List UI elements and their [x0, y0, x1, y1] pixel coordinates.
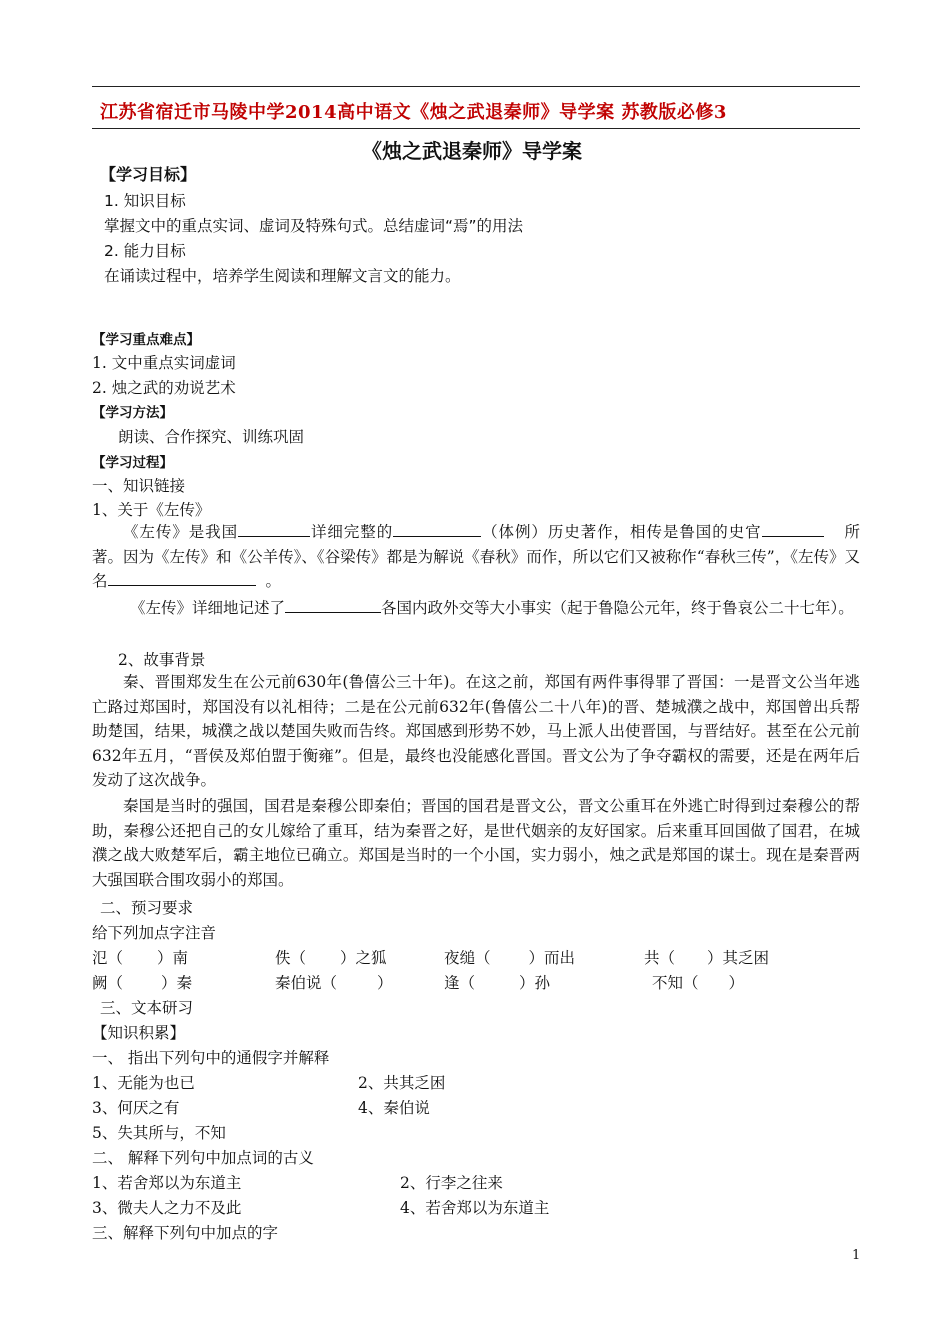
header-title: 江苏省宿迁市马陵中学2014高中语文《烛之武退秦师》导学案 苏教版必修3 — [100, 102, 727, 123]
pinyin-heading: 给下列加点字注音 — [92, 924, 217, 942]
question-1-item: 4、秦伯说 — [358, 1099, 430, 1117]
method-heading: 【学习方法】 — [92, 405, 173, 421]
fill-blank[interactable] — [108, 571, 256, 586]
fill-blank[interactable] — [238, 522, 310, 537]
goal-2-text: 在诵读过程中，培养学生阅读和理解文言文的能力。 — [104, 267, 461, 285]
goals-heading: 【学习目标】 — [100, 165, 197, 184]
focus-heading: 【学习重点难点】 — [92, 332, 200, 348]
fill-blank[interactable] — [762, 522, 824, 537]
question-2-heading: 二、 解释下列句中加点词的古义 — [92, 1149, 314, 1167]
part-3-title: 三、文本研习 — [100, 999, 194, 1017]
pinyin-item: 阙（ ）秦 — [92, 974, 193, 992]
question-2-item: 2、行李之往来 — [400, 1174, 503, 1192]
part-1-title: 一、知识链接 — [92, 477, 186, 495]
story-background-title: 2、故事背景 — [118, 651, 206, 669]
header-top-rule — [92, 86, 860, 87]
question-1-item: 2、共其乏困 — [358, 1074, 446, 1092]
question-1-heading: 一、 指出下列句中的通假字并解释 — [92, 1049, 330, 1067]
zuozhuan-paragraph-2: 《左传》详细地记述了 各国内政外交等大小事实（起于鲁隐公元年，终于鲁哀公二十七年）。 — [130, 599, 854, 617]
method-text: 朗读、合作探究、训练巩固 — [118, 428, 305, 446]
question-2-item: 4、若舍郑以为东道主 — [400, 1199, 550, 1217]
pinyin-item: 不知（ ） — [652, 974, 745, 992]
goal-1-label: 1. 知识目标 — [104, 192, 186, 210]
question-1-item: 3、何厌之有 — [92, 1099, 180, 1117]
knowledge-heading: 【知识积累】 — [92, 1024, 186, 1042]
fill-blank[interactable] — [393, 522, 481, 537]
fill-blank[interactable] — [285, 598, 381, 613]
about-zuozhuan: 1、关于《左传》 — [92, 501, 211, 519]
process-heading: 【学习过程】 — [92, 455, 173, 471]
question-2-item: 3、微夫人之力不及此 — [92, 1199, 242, 1217]
story-paragraph-1: 秦、晋围郑发生在公元前630年(鲁僖公三十年)。在这之前，郑国有两件事得罪了晋国：一是晋文公当年逃亡路过郑国时，郑国没有以礼相待；二是在公元前632年(鲁僖公二十八年)的晋、楚城濮之战中，郑国曾出兵帮助楚国，结果，城濮之战以楚国失败而告终。郑国感到形势不妙，马上派人出使晋国，与晋结好。甚至在公元前632年五月，“晋侯及郑伯盟于衡雍”。但是，最终也没能感化晋国。晋文公为了争夺霸权的需要，还是在两年后发动了这次战争。 — [92, 673, 860, 789]
goal-2-label: 2. 能力目标 — [104, 242, 186, 260]
document-title: 《烛之武退秦师》导学案 — [362, 139, 582, 163]
pinyin-item: 逢（ ）孙 — [444, 974, 551, 992]
pinyin-item: 佚（ ）之狐 — [275, 949, 387, 967]
question-1-item: 1、无能为也已 — [92, 1074, 195, 1092]
page-number: 1 — [852, 1248, 861, 1263]
part-2-title: 二、预习要求 — [100, 899, 194, 917]
header-bottom-rule — [92, 128, 860, 129]
question-3-heading: 三、解释下列句中加点的字 — [92, 1224, 279, 1242]
pinyin-item: 夜缒（ ）而出 — [444, 949, 576, 967]
pinyin-item: 共（ ）其乏困 — [644, 949, 770, 967]
question-2-item: 1、若舍郑以为东道主 — [92, 1174, 242, 1192]
pinyin-item: 氾（ ）南 — [92, 949, 189, 967]
goal-1-text: 掌握文中的重点实词、虚词及特殊句式。总结虚词“焉”的用法 — [104, 217, 524, 235]
story-paragraph-2: 秦国是当时的强国，国君是秦穆公即秦伯；晋国的国君是晋文公，晋文公重耳在外逃亡时得到过秦穆公的帮助，秦穆公还把自己的女儿嫁给了重耳，结为秦晋之好，是世代姻亲的友好国家。后来重耳回国做了国君，在城濮之战大败楚军后，霸主地位已确立。郑国是当时的一个小国，实力弱小，烛之武是郑国的谋士。现在是秦晋两大强国联合围攻弱小的郑国。 — [92, 797, 860, 889]
focus-item-1: 1. 文中重点实词虚词 — [92, 354, 236, 372]
pinyin-item: 秦伯说（ ） — [275, 974, 393, 992]
focus-item-2: 2. 烛之武的劝说艺术 — [92, 379, 236, 397]
question-1-item: 5、失其所与，不知 — [92, 1124, 226, 1142]
zuozhuan-paragraph-1: 《左传》是我国 详细完整的 （体例）历史著作，相传是鲁国的史官 所著。因为《左传》和《公羊传》、《谷梁传》都是为解说《春秋》而作，所以它们又被称作“春秋三传”，《左传》又名 。 — [92, 523, 860, 590]
